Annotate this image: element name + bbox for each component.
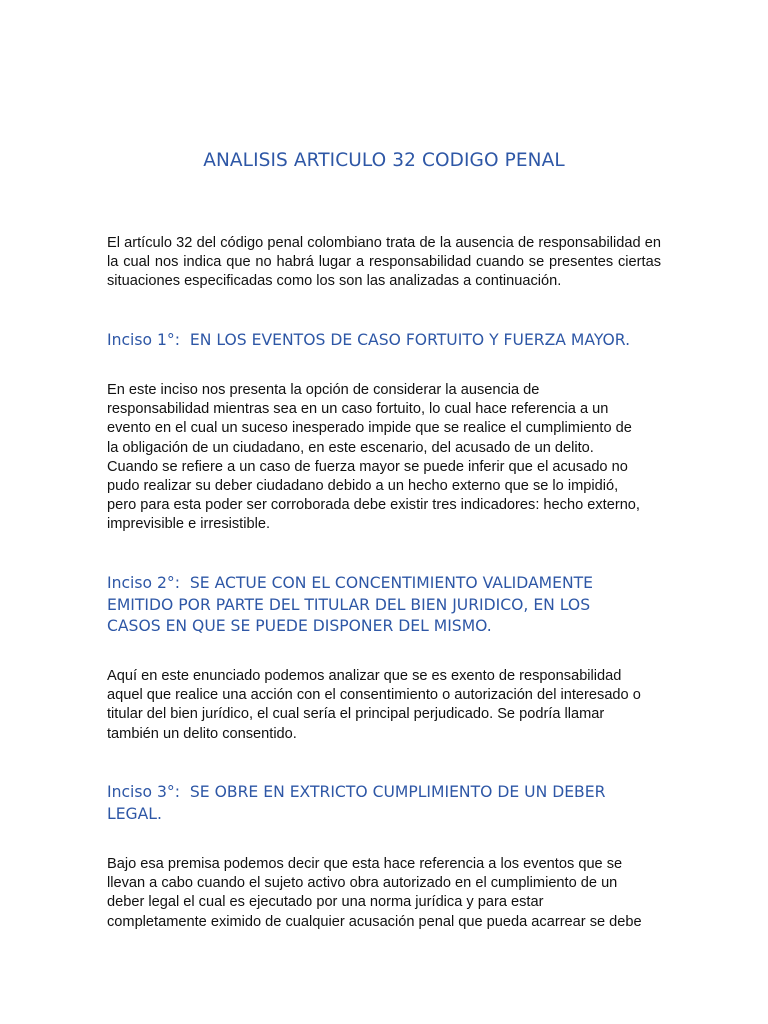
section-1-title: EN LOS EVENTOS DE CASO FORTUITO Y FUERZA MAYOR. — [189, 331, 631, 349]
section-1-body-line-7: pero para esta poder ser corroborada debe existir tres indicadores: hecho externo, — [107, 497, 640, 514]
section-3-body-line-4: completamente eximido de cualquier acusación penal que pueda acarrear se debe — [107, 913, 642, 930]
section-1-body-line-5: Cuando se refiere a un caso de fuerza mayor se puede inferir que el acusado no — [107, 458, 628, 475]
section-2-title-line-2: EMITIDO POR PARTE DEL TITULAR DEL BIEN JURIDICO, EN LOS — [107, 595, 591, 614]
section-3-heading — [107, 782, 661, 825]
section-3-title-line-1: SE OBRE EN EXTRICTO CUMPLIMIENTO DE UN DEBER — [189, 783, 606, 801]
section-2-body-line-4: también un delito consentido. — [107, 725, 297, 742]
section-2-body-line-2: aquel que realice una acción con el consentimiento o autorización del interesado o — [107, 687, 641, 704]
section-2-title-line-3: CASOS EN QUE SE PUEDE DISPONER DEL MISMO. — [107, 617, 492, 635]
section-2-heading-line-1 — [107, 573, 661, 595]
section-2-heading — [107, 573, 661, 638]
section-3-heading-line-1 — [107, 782, 661, 804]
section-2-label: Inciso 2°: — [107, 574, 190, 592]
section-2-title-line-1: SE ACTUE CON EL CONCENTIMIENTO VALIDAMENTE — [189, 574, 593, 592]
section-1-body-line-1: En este inciso nos presenta la opción de considerar la ausencia de — [107, 382, 540, 398]
section-2-body — [107, 667, 661, 744]
section-3-label: Inciso 3°: — [107, 783, 190, 801]
intro-paragraph: El artículo 32 del código penal colombiano trata de la ausencia de responsabilidad en la cual nos indica que no habrá lugar a responsabilidad cuando se presentes ciertas situaciones especificadas como los son las analizadas a continuación. — [107, 235, 661, 290]
section-1-heading-line-1 — [107, 330, 661, 352]
section-1-heading — [107, 330, 661, 352]
section-1-body-line-8: imprevisible e irresistible. — [107, 516, 271, 533]
section-1-body-line-2: responsabilidad mientras sea en un caso fortuito, lo cual hace referencia a un — [107, 401, 609, 418]
section-1-body-line-3: evento en el cual un suceso inesperado impide que se realice el cumplimiento de — [107, 420, 632, 437]
section-1-body-line-4: la obligación de un ciudadano, en este escenario, del acusado de un delito. — [107, 439, 594, 456]
section-3-body-line-2: llevan a cabo cuando el sujeto activo obra autorizado en el cumplimiento de un — [107, 875, 618, 892]
section-2-body-line-1: Aquí en este enunciado podemos analizar que se es exento de responsabilidad — [107, 668, 622, 684]
section-3-body-line-3: deber legal el cual es ejecutado por una norma jurídica y para estar — [107, 894, 544, 911]
section-1-label: Inciso 1°: — [107, 331, 190, 349]
section-1-body — [107, 381, 661, 535]
document-page — [107, 0, 661, 1024]
section-3-body-line-1: Bajo esa premisa podemos decir que esta hace referencia a los eventos que se — [107, 856, 623, 872]
section-3-title-line-2: LEGAL. — [107, 804, 162, 823]
section-3-body — [107, 855, 661, 932]
section-1-body-line-6: pudo realizar su deber ciudadano debido a un hecho externo que se lo impidió, — [107, 478, 619, 495]
document-title: ANALISIS ARTICULO 32 CODIGO PENAL — [203, 150, 565, 171]
section-2-body-line-3: titular del bien jurídico, el cual sería el principal perjudicado. Se podría llamar — [107, 706, 605, 723]
